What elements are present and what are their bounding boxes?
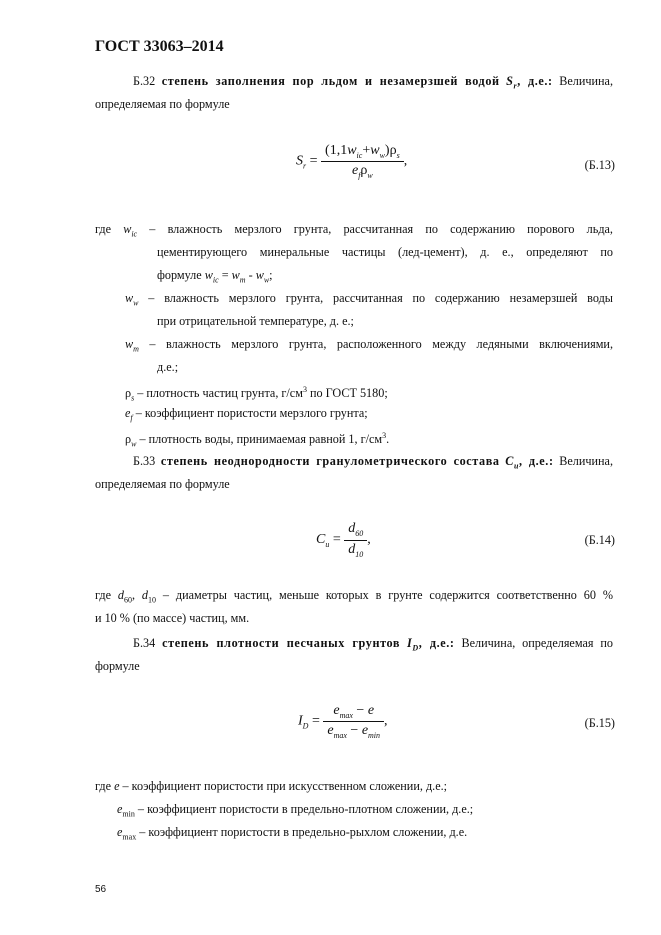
b34-heading [95, 635, 613, 656]
b34-symbol: $I_D$ [406, 636, 419, 653]
b33-symbol: $C_u$ [505, 454, 520, 471]
b34-continuation: формуле [95, 659, 140, 673]
b32-unit: , д.е.: [517, 74, 553, 88]
b33-number: Б.33 [133, 454, 156, 468]
def-wic-line2: цементирующего минеральные частицы (лед-цемент), д. е., определяют по [157, 245, 613, 259]
b33-heading [95, 453, 613, 474]
def-ef: $e_f$ – коэффициент пористости мерзлого грунта; [125, 406, 368, 423]
b32-heading [95, 73, 613, 94]
document-header: ГОСТ 33063–2014 [95, 38, 224, 55]
b34-number: Б.34 [133, 636, 156, 650]
b33-unit: , д.е.: [519, 454, 554, 468]
def-ww-line2: при отрицательной температуре, д. е.; [157, 314, 354, 328]
def-wic-line3: формуле $w_{ic} = w_m - w_w$; [157, 268, 273, 285]
b32-term: степень заполнения пор льдом и незамерзшей водой [161, 74, 500, 88]
formula-b15: $I_D$ = $\frac{e_{max} - e}{e_{max} - e_{min}}$ , [298, 703, 388, 740]
b32-continuation: определяемая по формуле [95, 97, 230, 111]
formula-b13: $S_r$ = $\frac{(1,1w_{ic}+w_w)\rho_s}{e_f\rho_w}$ , [296, 143, 408, 180]
b32-symbol: $S_r$ [506, 74, 518, 91]
b34-lead: Величина, определяемая по [461, 636, 614, 650]
def-wic: где $w_{ic}$ – влажность мерзлого грунта, рассчитанная по содержанию порового льда, [95, 222, 613, 239]
page-number: 56 [95, 884, 107, 895]
b34-term: степень плотности песчаных грунтов [162, 636, 401, 650]
b33-term: степень неоднородности гранулометрического состава [160, 454, 500, 468]
def-rhos: $\rho_s$ – плотность частиц грунта, $г/см^3$ по ГОСТ 5180; [125, 385, 388, 403]
b32-lead: Величина, [559, 74, 614, 88]
def-wm-line2: д.е.; [157, 360, 179, 374]
def-d60-d10: где $d_{60}$, $d_{10}$ – диаметры частиц, меньше которых в грунте содержится соответственно 60 % [95, 588, 613, 605]
formula-b14: $C_u$ = $\frac{d_{60}}{d_{10}}$ , [316, 521, 371, 559]
equation-number-b15: (Б.15) [584, 716, 615, 730]
def-rhow: $\rho_w$ – плотность воды, принимаемая равной 1, $г/см^3$. [125, 431, 390, 449]
def-e: где e – коэффициент пористости при искусственном сложении, д.е.; [95, 779, 448, 793]
b32-number: Б.32 [133, 74, 156, 88]
def-d60-d10-line2: и 10 % (по массе) частиц, мм. [95, 611, 250, 625]
def-emin: $e_{min}$ – коэффициент пористости в предельно-плотном сложении, д.е.; [117, 802, 474, 819]
def-ww: $w_w$ – влажность мерзлого грунта, рассчитанная по содержанию незамерзшей воды [125, 291, 613, 308]
b33-lead: Величина, [559, 454, 614, 468]
b33-continuation: определяемая по формуле [95, 477, 230, 491]
equation-number-b13: (Б.13) [584, 158, 615, 172]
b34-unit: , д.е.: [418, 636, 455, 650]
def-wm: $w_m$ – влажность мерзлого грунта, расположенного между ледяными включениями, [125, 337, 613, 354]
def-emax: $e_{max}$ – коэффициент пористости в предельно-рыхлом сложении, д.е. [117, 825, 468, 842]
equation-number-b14: (Б.14) [584, 533, 615, 547]
